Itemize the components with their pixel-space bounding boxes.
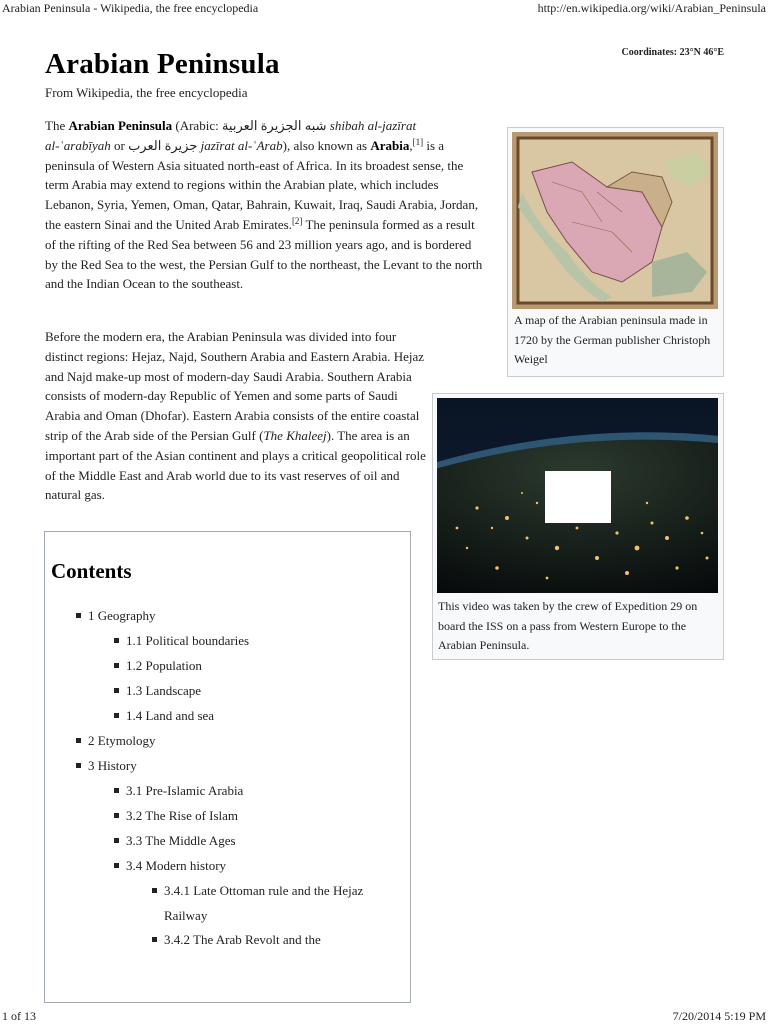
intro-paragraph (45, 116, 485, 294)
map-caption: A map of the Arabian peninsula made in 1720 by the German publisher Christoph Weigel (514, 313, 711, 366)
transliteration-3: jazīrat al-ʿArab (197, 137, 283, 153)
toc-item-landscape[interactable] (126, 678, 201, 703)
transliteration-2: al-ʿarabīyah (45, 137, 111, 153)
intro-text-1: The (45, 118, 69, 133)
print-footer (0, 1008, 768, 1024)
video-figure (432, 393, 724, 660)
intro-text-6: is a peninsula of Western Asia situated north-east of Africa. In its broadest sense, the term Arabia may extend to regions within the Arabian plate, which includes Lebanon, Syria, Yemen, Oman, Qatar, Bahrain, Kuwait, Iraq, Saudi Arabia, Jordan, the eastern Sinai and the United Arab Emirates. (45, 137, 479, 232)
page-title: Arabian Peninsula (45, 48, 280, 80)
bullet-icon (114, 663, 119, 668)
print-header (0, 0, 768, 16)
history-paragraph (45, 327, 435, 505)
bullet-icon (114, 638, 119, 643)
bullet-icon (114, 863, 119, 868)
historic-map-graphic (512, 132, 718, 309)
bullet-icon (76, 613, 81, 618)
toc-item-history[interactable] (88, 753, 137, 778)
toc-item-political-boundaries[interactable] (126, 628, 249, 653)
toc-item-label: 3.4.1 Late Ottoman rule and the Hejaz Railway (164, 883, 364, 923)
browser-url[interactable]: http://en.wikipedia.org/wiki/Arabian_Peninsula (537, 1, 766, 15)
intro-text-2: (Arabic: (172, 118, 222, 133)
intro-text-3: or (110, 137, 129, 153)
toc-item-etymology[interactable] (88, 728, 156, 753)
toc-item-label: 1.3 Landscape (126, 683, 202, 698)
toc-item-label: 3 History (88, 758, 137, 773)
bullet-icon (152, 888, 157, 893)
arabic-name-alt: جزيرة العرب (128, 137, 198, 153)
toc-item-label: 3.1 Pre-Islamic Arabia (126, 783, 244, 798)
toc-item-modern-history[interactable] (126, 853, 226, 878)
toc-item-label: 1.4 Land and sea (126, 708, 215, 723)
toc-item-label: 1.1 Political boundaries (126, 633, 250, 648)
para2-italic: The Khaleej (263, 427, 327, 443)
print-timestamp: 7/20/2014 5:19 PM (672, 1009, 766, 1023)
intro-text-4: ), also known as (282, 137, 371, 153)
toc-item-population[interactable] (126, 653, 202, 678)
bullet-icon (114, 713, 119, 718)
reference-2[interactable]: [2] (291, 215, 303, 226)
table-of-contents (44, 531, 411, 1003)
bullet-icon (76, 763, 81, 768)
bullet-icon (114, 838, 119, 843)
reference-1[interactable]: [1] (412, 136, 424, 147)
video-player[interactable] (437, 398, 718, 593)
arabic-name: شبه الجزيرة العربية (221, 118, 327, 133)
para2-text-2: ). The area is an important part of the Asian continent and plays a critical geopolitical role of the Middle East and Arab world due to its vast reserves of oil and natural gas. (45, 427, 426, 503)
bullet-icon (152, 937, 157, 942)
toc-item-land-and-sea[interactable] (126, 703, 214, 728)
tagline: From Wikipedia, the free encyclopedia (45, 85, 248, 100)
toc-item-label: 3.4 Modern history (126, 858, 227, 873)
intro-bold-arabia: Arabia (370, 137, 410, 153)
map-figure (507, 127, 724, 377)
toc-item-middle-ages[interactable] (126, 828, 236, 853)
toc-item-label: 3.4.2 The Arab Revolt and the (164, 932, 321, 947)
browser-page-title: Arabian Peninsula - Wikipedia, the free encyclopedia (2, 1, 259, 15)
transliteration-1: shibah al-jazīrat (326, 118, 417, 133)
bullet-icon (114, 688, 119, 693)
map-image[interactable] (512, 132, 718, 309)
toc-item-pre-islamic-arabia[interactable] (126, 778, 243, 803)
page-counter: 1 of 13 (2, 1009, 36, 1023)
toc-item-label: 2 Etymology (88, 733, 156, 748)
toc-item-label: 1 Geography (88, 608, 156, 623)
toc-item-geography[interactable] (88, 603, 156, 628)
toc-item-label: 3.3 The Middle Ages (126, 833, 236, 848)
intro-text-7: The peninsula formed as a result of the rifting of the Red Sea between 56 and 23 million years ago, and is bordered by the Red Sea to the west, the Persian Gulf to the northeast, the Levant to the north and the Indian Ocean to the southeast. (45, 216, 483, 292)
toc-item-late-ottoman-rule[interactable] (164, 878, 404, 928)
toc-title: Contents (51, 559, 132, 583)
toc-item-rise-of-islam[interactable] (126, 803, 238, 828)
bullet-icon (114, 813, 119, 818)
toc-item-label: 3.2 The Rise of Islam (126, 808, 239, 823)
video-play-overlay[interactable] (545, 471, 611, 523)
bullet-icon (76, 738, 81, 743)
para2-text-1: Before the modern era, the Arabian Peninsula was divided into four distinct regions: Hejaz, Najd, Southern Arabia and Eastern Arabia. Hejaz and Najd make-up most of modern-day Saudi Arabia. Southern Arabia consists of modern-day Republic of Yemen and some parts of Saudi Arabia and Oman (Dhofar). Eastern Arabia consists of the entire coastal strip of the Arab side of the Persian Gulf ( (45, 329, 425, 443)
toc-item-arab-revolt[interactable] (164, 927, 404, 952)
intro-bold-term: Arabian Peninsula (68, 118, 173, 133)
video-caption: This video was taken by the crew of Expedition 29 on board the ISS on a pass from Western Europe to the Arabian Peninsula. (438, 599, 698, 652)
bullet-icon (114, 788, 119, 793)
intro-text-5: , (409, 137, 413, 153)
coordinates[interactable]: Coordinates: 23°N 46°E (621, 47, 724, 58)
toc-item-label: 1.2 Population (126, 658, 202, 673)
